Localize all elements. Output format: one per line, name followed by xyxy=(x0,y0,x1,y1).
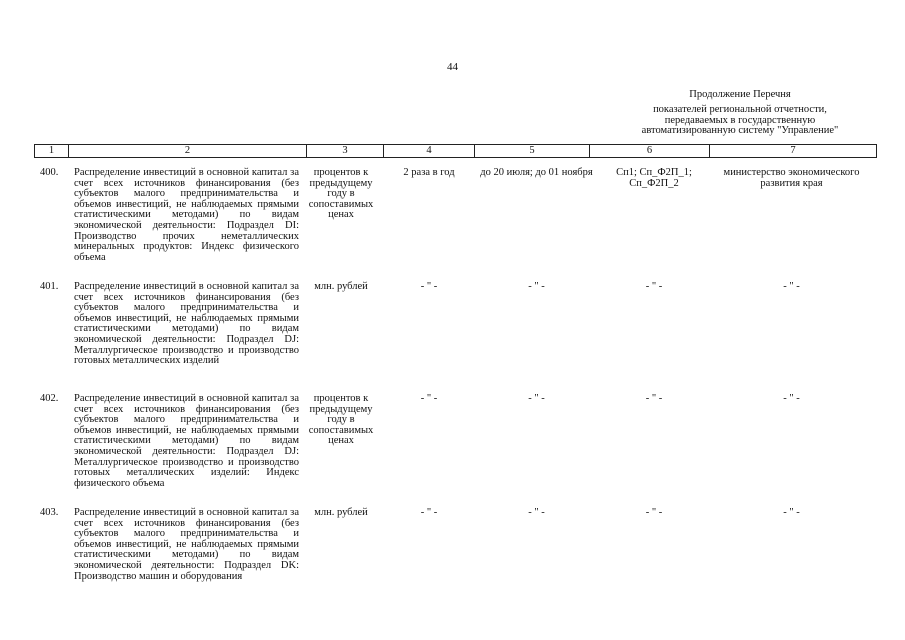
column-header-2: 2 xyxy=(69,145,307,158)
row-number: 401. xyxy=(40,281,59,292)
report-form: - " - xyxy=(645,281,663,292)
responsible-body: - " - xyxy=(783,507,800,518)
unit-of-measure: млн. рублей xyxy=(314,281,368,292)
column-header-3: 3 xyxy=(307,145,384,158)
responsible-body: - " - xyxy=(783,281,800,292)
row-number: 402. xyxy=(40,393,59,404)
column-header-1: 1 xyxy=(35,145,69,158)
report-form: Сп1; Сп_Ф2П_1; Сп_Ф2П_2 xyxy=(616,167,692,189)
indicator-name: Распределение инвестиций в основной капитал за счет всех источников финансирования (без субъектов малого предпринимательства и объемов инвестиций, не наблюдаемых прямыми статистическими методами) по видам экономической деятельности: Подраздел DJ: Металлургическое производство и производство готовых металлических изделий xyxy=(74,281,299,367)
continuation-subtitle-line: показателей региональной отчетности, xyxy=(653,104,827,116)
row-number: 403. xyxy=(40,507,59,518)
periodicity: - " - xyxy=(420,281,438,292)
deadline: - " - xyxy=(528,281,545,292)
deadline: до 20 июля; до 01 ноября xyxy=(480,167,593,178)
responsible-body: - " - xyxy=(783,393,800,404)
periodicity: - " - xyxy=(420,507,438,518)
periodicity: - " - xyxy=(420,393,438,404)
column-header-5: 5 xyxy=(475,145,590,158)
page-number: 44 xyxy=(447,61,458,73)
unit-of-measure: процентов к предыдущему году в сопоставимых ценах xyxy=(308,167,374,221)
periodicity: 2 раза в год xyxy=(403,167,455,178)
deadline: - " - xyxy=(528,393,545,404)
deadline: - " - xyxy=(528,507,545,518)
column-number-header xyxy=(34,144,877,158)
responsible-body: министерство экономического развития края xyxy=(723,167,860,189)
continuation-title: Продолжение Перечня xyxy=(689,89,791,100)
column-header-6: 6 xyxy=(590,145,710,158)
column-header-7: 7 xyxy=(710,145,877,158)
column-header-4: 4 xyxy=(384,145,475,158)
unit-of-measure: млн. рублей xyxy=(314,507,368,518)
row-number: 400. xyxy=(40,167,59,178)
report-form: - " - xyxy=(645,507,663,518)
indicator-name: Распределение инвестиций в основной капитал за счет всех источников финансирования (без субъектов малого предпринимательства и объемов инвестиций, не наблюдаемых прямыми статистическими методами) по видам экономической деятельности: Подраздел DI: Производство прочих неметаллических минеральных продуктов: Индекс физического объема xyxy=(74,167,299,263)
continuation-heading xyxy=(615,90,865,137)
indicator-name: Распределение инвестиций в основной капитал за счет всех источников финансирования (без субъектов малого предпринимательства и объемов инвестиций, не наблюдаемых прямыми статистическими методами) по видам экономической деятельности: Подраздел DJ: Металлургическое производство и производство готовых металлических изделий: Индекс физического объема xyxy=(74,393,299,489)
report-form: - " - xyxy=(645,393,663,404)
indicator-name: Распределение инвестиций в основной капитал за счет всех источников финансирования (без субъектов малого предпринимательства и объемов инвестиций, не наблюдаемых прямыми статистическими методами) по видам экономической деятельности: Подраздел DK: Производство машин и оборудования xyxy=(74,507,299,582)
continuation-subtitle-line: автоматизированную систему "Управление" xyxy=(641,125,839,137)
unit-of-measure: процентов к предыдущему году в сопоставимых ценах xyxy=(308,393,374,447)
continuation-subtitle-line: передаваемых в государственную xyxy=(664,114,816,126)
